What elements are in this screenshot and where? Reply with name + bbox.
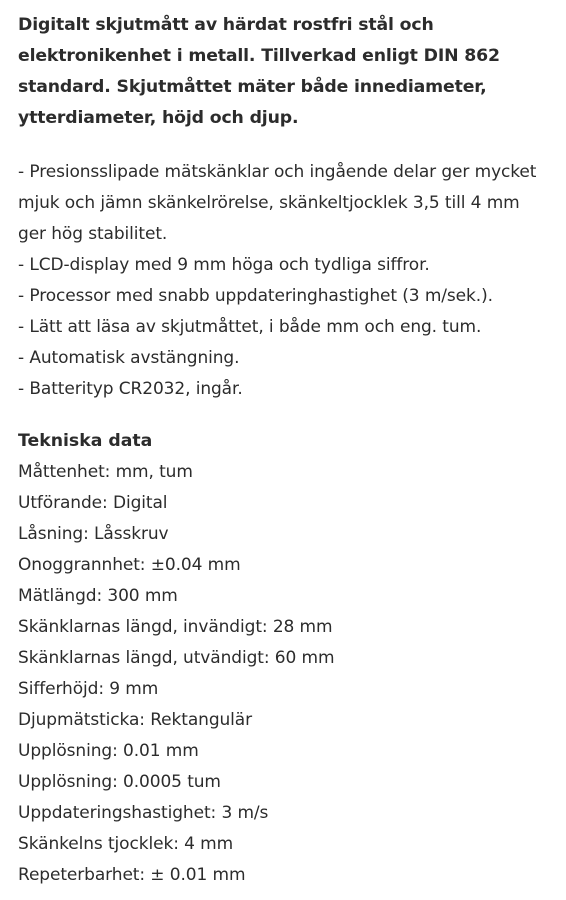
spec-item: Låsning: Låsskruv [18, 524, 169, 544]
spec-item: Måttenhet: mm, tum [18, 462, 193, 482]
feature-item: - Batterityp CR2032, ingår. [18, 379, 243, 399]
tech-data-heading: Tekniska data [18, 431, 153, 451]
feature-list [18, 157, 552, 405]
spec-item: Mätlängd: 300 mm [18, 586, 178, 606]
spec-list [18, 457, 552, 891]
spec-item: Skänklarnas längd, invändigt: 28 mm [18, 617, 333, 637]
feature-item: - Automatisk avstängning. [18, 348, 240, 368]
feature-item: - Lätt att läsa av skjutmåttet, i både mm och eng. tum. [18, 317, 482, 337]
spec-item: Skänklarnas längd, utvändigt: 60 mm [18, 648, 335, 668]
spec-item: Utförande: Digital [18, 493, 168, 513]
spec-item: Djupmätsticka: Rektangulär [18, 710, 253, 730]
feature-item: - Presionsslipade mätskänklar och ingående delar ger mycket mjuk och jämn skänkelrörelse, skänkeltjocklek 3,5 till 4 mm ger hög stabilitet. [18, 162, 537, 244]
feature-item: - Processor med snabb uppdateringhastighet (3 m/sek.). [18, 286, 493, 306]
spec-item: Repeterbarhet: ± 0.01 mm [18, 865, 246, 885]
spec-item: Sifferhöjd: 9 mm [18, 679, 159, 699]
spec-item: Onoggrannhet: ±0.04 mm [18, 555, 241, 575]
spec-item: Upplösning: 0.0005 tum [18, 772, 221, 792]
spec-item: Uppdateringshastighet: 3 m/s [18, 803, 269, 823]
spec-item: Upplösning: 0.01 mm [18, 741, 199, 761]
intro-paragraph: Digitalt skjutmått av härdat rostfri stål och elektronikenhet i metall. Tillverkad enligt DIN 862 standard. Skjutmåttet mäter både innediameter, ytterdiameter, höjd och djup. [18, 15, 500, 128]
spec-item: Skänkelns tjocklek: 4 mm [18, 834, 234, 854]
feature-item: - LCD-display med 9 mm höga och tydliga siffror. [18, 255, 430, 275]
